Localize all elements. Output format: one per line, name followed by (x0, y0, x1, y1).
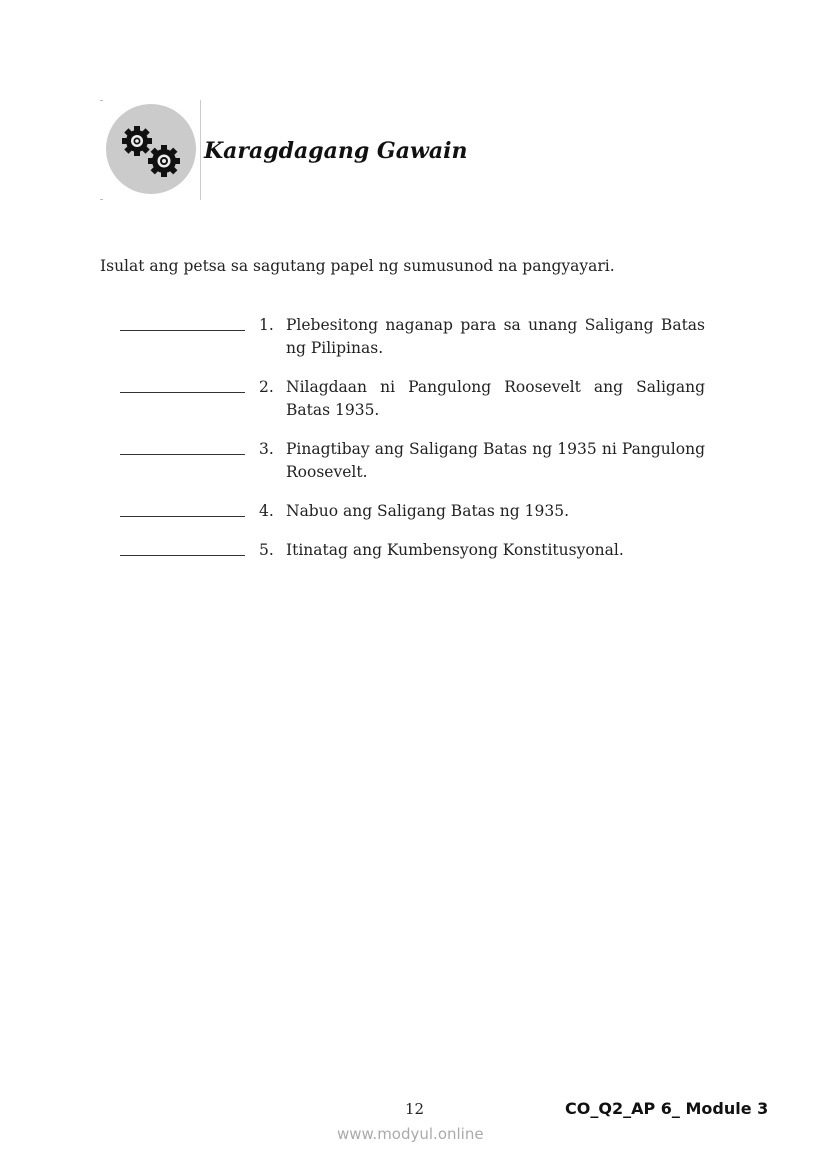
section-header (100, 100, 520, 200)
page-number: 12 (405, 1100, 425, 1118)
section-title: Karagdagang Gawain (204, 138, 468, 164)
module-code: CO_Q2_AP 6_ Module 3 (565, 1099, 769, 1118)
item-number: 4. (259, 502, 274, 520)
watermark: www.modyul.online (337, 1125, 484, 1143)
answer-blank[interactable] (120, 376, 245, 393)
list-item (120, 500, 705, 523)
list-item (120, 539, 705, 562)
answer-blank[interactable] (120, 500, 245, 517)
item-text: Itinatag ang Kumbensyong Konstitusyonal. (286, 541, 624, 559)
item-text: Pinagtibay ang Saligang Batas ng 1935 ni Pangulong Roosevelt. (286, 440, 705, 481)
corner-tick (100, 100, 103, 101)
item-text: Nilagdaan ni Pangulong Roosevelt ang Saligang Batas 1935. (286, 378, 705, 419)
item-number: 3. (259, 440, 274, 458)
item-number: 5. (259, 541, 274, 559)
item-number: 1. (259, 316, 274, 334)
divider (200, 100, 201, 200)
instruction: Isulat ang petsa sa sagutang papel ng sumusunod na pangyayari. (100, 257, 615, 275)
item-text: Nabuo ang Saligang Batas ng 1935. (286, 502, 569, 520)
answer-blank[interactable] (120, 438, 245, 455)
item-number: 2. (259, 378, 274, 396)
corner-tick (100, 199, 103, 200)
gears-icon (106, 104, 196, 194)
list-item (120, 376, 705, 422)
answer-blank[interactable] (120, 314, 245, 331)
item-text: Plebesitong naganap para sa unang Saligang Batas ng Pilipinas. (286, 316, 705, 357)
list-item (120, 438, 705, 484)
question-list (120, 314, 705, 578)
answer-blank[interactable] (120, 539, 245, 556)
list-item (120, 314, 705, 360)
